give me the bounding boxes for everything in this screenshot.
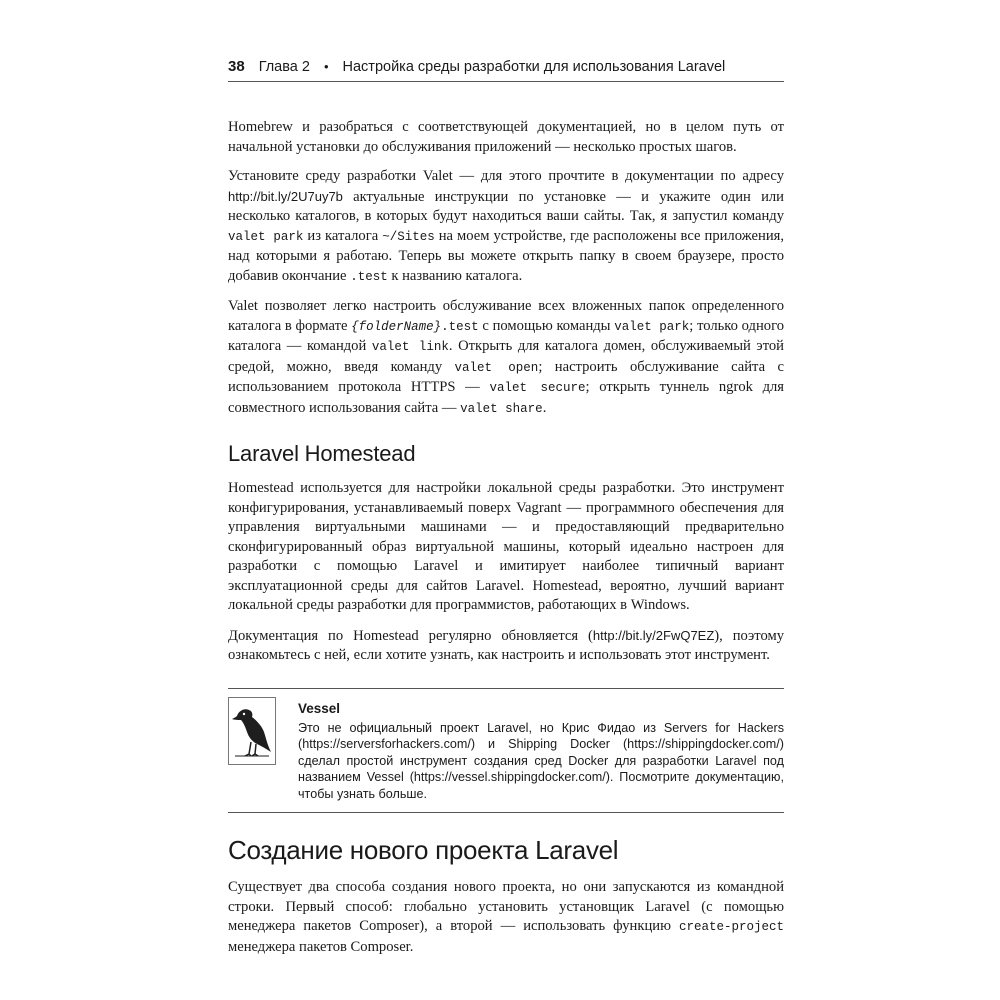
code-test: .test: [350, 269, 388, 284]
paragraph-valet-commands: [228, 297, 784, 419]
paragraph-valet-install: [228, 167, 784, 287]
crow-icon: [228, 697, 276, 765]
code-valet-link: valet link: [371, 340, 449, 354]
text-span: из каталога: [303, 227, 383, 244]
header-bullet: •: [323, 59, 329, 74]
heading-new-project: Создание нового проекта Laravel: [228, 835, 619, 865]
paragraph-homebrew: Homebrew и разобраться с соответствующей документацией, но в целом путь от начальной установки до обслуживания приложений — несколько простых шагов.: [228, 119, 784, 155]
text-span: ; открыть туннель ngrok для совместного использования сайта —: [228, 379, 785, 416]
text-span: с помощью команды: [478, 317, 615, 334]
code-valet-park: valet park: [228, 229, 304, 244]
text-span: Установите среду разработки Valet — для этого прочтите в документации по адресу: [228, 168, 784, 184]
running-header: [228, 58, 784, 82]
code-valet-secure: valet secure: [489, 381, 586, 395]
text-span: . Открыть для каталога домен, обслуживаемый этой средой, можно, введя команду: [228, 338, 784, 375]
paragraph-homestead-docs: [228, 626, 784, 666]
text-span: на моем устройстве, где расположены все приложения, над которыми я работаю. Теперь вы можете открыть папку в своем браузере, просто добавив окончание: [228, 227, 784, 284]
link-valet-docs[interactable]: http://bit.ly/2U7uy7b: [228, 188, 343, 204]
text-span: ), поэтому ознакомьтесь с ней, если хотите узнать, как настроить и использовать этот инструмент.: [228, 627, 784, 663]
text-span: Документация по Homestead регулярно обновляется (: [228, 627, 593, 644]
text-span: к названию каталога.: [387, 267, 523, 284]
page-number: 38: [228, 58, 245, 75]
code-valet-open: valet open: [454, 360, 539, 375]
code-sites: ~/Sites: [382, 229, 435, 244]
code-test: .test: [441, 319, 479, 334]
text-span: ; настроить обслуживание сайта с использованием протокола HTTPS —: [228, 358, 784, 395]
text-span: Valet позволяет легко настроить обслуживание всех вложенных папок определенного каталога в формате: [228, 298, 784, 334]
code-valet-park: valet park: [614, 319, 690, 334]
code-create-project: create-project: [678, 920, 784, 934]
text-span: актуальные инструкции по установке — и укажите один или несколько каталогов, в которых будут находиться ваши сайты. Так, я запустил команду: [228, 188, 784, 224]
crow-icon-graphic: [229, 698, 275, 764]
link-homestead-docs[interactable]: http://bit.ly/2FwQ7EZ: [592, 627, 715, 643]
paragraph-new-project: [228, 878, 784, 957]
chapter-label: Глава 2: [258, 59, 310, 75]
text-span: Существует два способа создания нового проекта, но они запускаются из командной строки. Первый способ: глобально установить установщик Laravel (с помощью менеджера пакетов Composer), а второй — использовать функцию: [228, 879, 784, 934]
heading-homestead: Laravel Homestead: [228, 441, 416, 466]
book-page: [228, 58, 784, 967]
note-text: Это не официальный проект Laravel, но Крис Фидао из Servers for Hackers (https://serversforhackers.com/) и Shipping Docker (https://shippingdocker.com/) сделал простой инструмент создания сред Docker для разработки Laravel под названием Vessel (https://vessel.shippingdocker.com/). Посмотрите документацию, чтобы узнать больше.: [298, 720, 784, 801]
text-span: ; только одного каталога — командой: [228, 317, 784, 354]
text-span: менеджера пакетов Composer.: [228, 938, 414, 955]
note-title: Vessel: [298, 700, 341, 716]
code-valet-share: valet share: [460, 401, 543, 416]
paragraph-homestead: Homestead используется для настройки локальной среды разработки. Это инструмент конфигурирования, устанавливаемый поверх Vagrant — программного обеспечения для управления виртуальными машинами — и предоставляющий предварительно сконфигурированный образ виртуальной машины, который идеально настроен для разработки с помощью Laravel и имитирует наиболее типичный вариант эксплуатационной среды для сайтов Laravel. Homestead, вероятно, лучший вариант локальной среды разработки для программистов, работающих в Windows.: [228, 480, 784, 613]
text-span: .: [542, 399, 547, 416]
note-box: [228, 688, 784, 814]
chapter-title: Настройка среды разработки для использования Laravel: [342, 59, 726, 75]
code-foldername: {folderName}: [351, 319, 442, 334]
